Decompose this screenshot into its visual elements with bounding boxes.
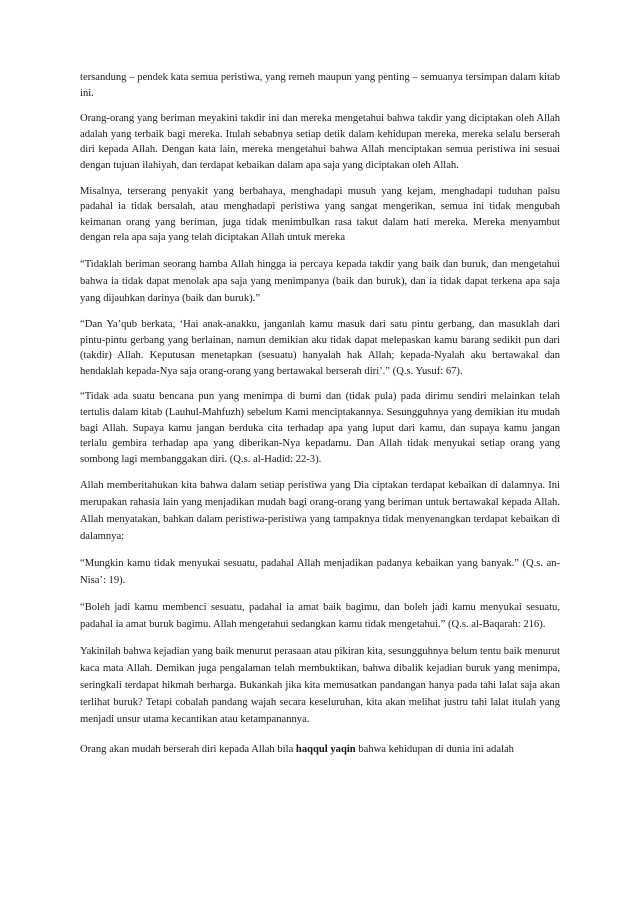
quote-paragraph: “Boleh jadi kamu membenci sesuatu, padahal ia amat baik bagimu, dan boleh jadi kamu menyukai sesuatu, padahal ia amat buruk bagimu. Allah mengetahui sedangkan kamu tidak mengetahui.” (Q.s. al-Baqarah: 216). — [80, 602, 560, 631]
paragraph: Yakinilah bahwa kejadian yang baik menurut perasaan atau pikiran kita, sesungguhnya belum tentu baik menurut kaca mata Allah. Demikan juga pengalaman telah membuktikan, bahwa dibalik kejadian buruk yang menimpa, seringkali terdapat hikmah berharga. Bukankah jika kita memusatkan pandangan hanya pada tahi lalat saja akan terlihat buruk? Tetapi cobalah pandang wajah secara keseluruhan, kita akan melihat justru tahi lalat itulah yang menjadi unsur utama kecantikan atau ketampanannya. — [80, 646, 560, 726]
paragraph: Misalnya, terserang penyakit yang berbahaya, menghadapi musuh yang kejam, menghadapi tuduhan palsu padahal ia tidak bersalah, atau menghadapi peristiwa yang sangat mengerikan, semua ini tidak mengubah keimanan orang yang beriman, juga tidak menimbulkan rasa takut dalam hati mereka. Mereka menyambut dengan rela apa saja yang telah diciptakan Allah untuk mereka — [80, 185, 560, 244]
quote-paragraph: “Mungkin kamu tidak menyukai sesuatu, padahal Allah menjadikan padanya kebaikan yang banyak.” (Q.s. an-Nisa’: 19). — [80, 558, 560, 587]
paragraph: Orang-orang yang beriman meyakini takdir ini dan mereka mengetahui bahwa takdir yang diciptakan oleh Allah adalah yang terbaik bagi mereka. Itulah sebabnya setiap detik dalam kehidupan mereka, mereka selalu berserah diri kepada Allah. Dengan kata lain, mereka mengetahui bahwa Allah menciptakan semua peristiwa ini sesuai dengan tujuan ilahiyah, dan terdapat kebaikan dalam apa saja yang diciptakan oleh Allah. — [80, 113, 560, 171]
final-paragraph — [80, 742, 560, 758]
paragraph: Allah memberitahukan kita bahwa dalam setiap peristiwa yang Dia ciptakan terdapat kebaikan di dalamnya. Ini merupakan rahasia lain yang menjadikan mudah bagi orang-orang yang beriman untuk bertawakal kepada Allah. Allah menyatakan, bahkan dalam peristiwa-peristiwa yang tampaknya tidak menyenangkan terdapat kebaikan di dalamnya: — [80, 480, 560, 543]
final-text-start: Orang akan mudah berserah diri kepada Allah bila — [80, 744, 296, 756]
quote-paragraph: “Tidak ada suatu bencana pun yang menimpa di bumi dan (tidak pula) pada dirimu sendiri melainkan telah tertulis dalam kitab (Lauhul-Mahfuzh) sebelum Kami menciptakannya. Sesungguhnya yang demikian itu mudah bagi Allah. Supaya kamu jangan berduka cita terhadap apa yang luput dari kamu, dan supaya kamu jangan terlalu gembira terhadap apa yang diberikan-Nya kepadamu. Dan Allah tidak menyukai setiap orang yang sombong lagi membanggakan diri. (Q.s. al-Hadid: 22-3). — [80, 391, 560, 465]
paragraph: tersandung – pendek kata semua peristiwa, yang remeh maupun yang penting – semuanya tersimpan dalam kitab ini. — [80, 72, 560, 99]
quote-paragraph: “Dan Ya’qub berkata, ‘Hai anak-anakku, janganlah kamu masuk dari satu pintu gerbang, dan masuklah dari pintu-pintu gerbang yang berlainan, namun demikian aku tidak dapat melepaskan kamu barang sedikit pun dari (takdir) Allah. Keputusan menetapkan (sesuatu) hanyalah hak Allah; kepada-Nyalah aku bertawakal dan hendaklah kepada-Nya saja orang-orang yang bertawakal berserah diri’.” (Q.s. Yusuf: 67). — [80, 318, 560, 377]
bold-term: haqqul yaqin — [295, 744, 356, 756]
quote-paragraph: “Tidaklah beriman seorang hamba Allah hingga ia percaya kepada takdir yang baik dan buruk, dan mengetahui bahwa ia tidak dapat menolak apa saja yang menimpanya (baik dan buruk), dan ia tidak dapat terkena apa saja yang dijauhkan darinya (baik dan buruk).” — [80, 258, 560, 304]
document-page — [80, 70, 560, 768]
final-text-end: bahwa kehidupan di dunia ini adalah — [355, 744, 514, 756]
